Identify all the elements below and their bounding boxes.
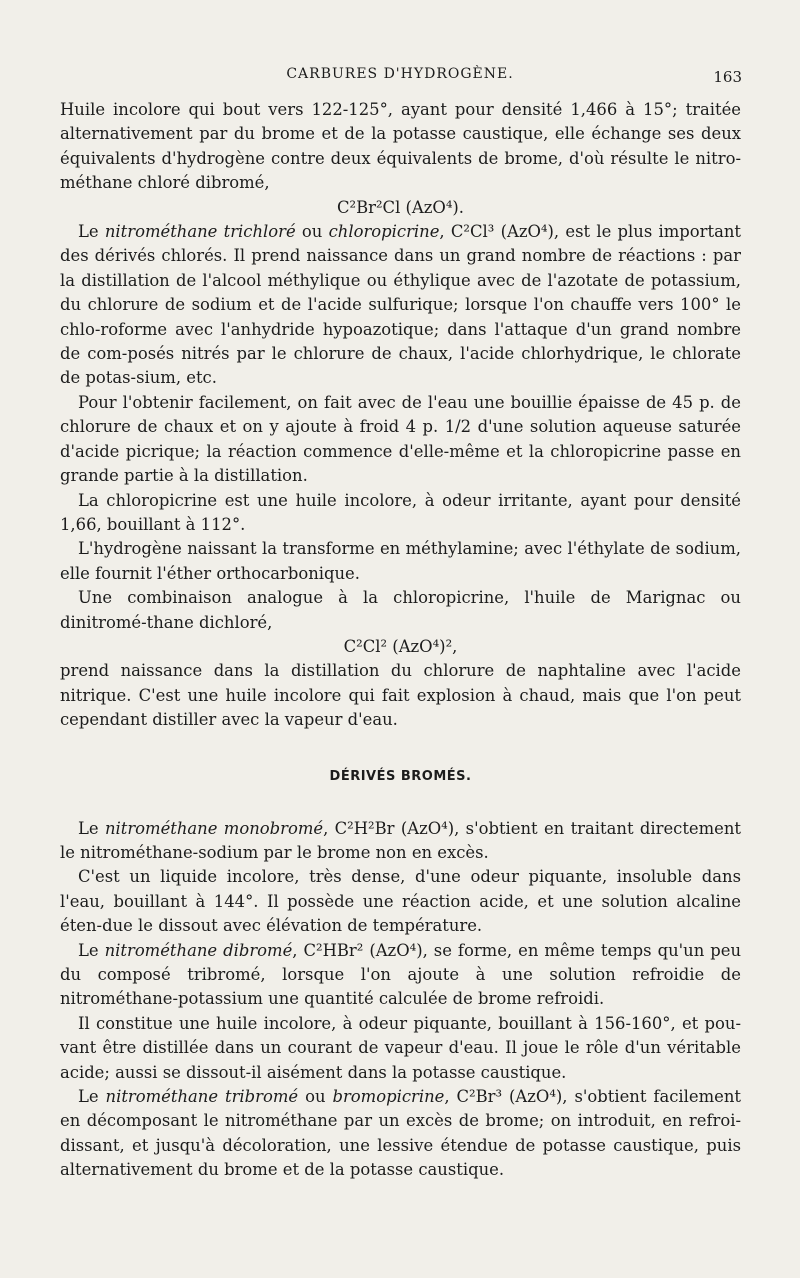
paragraph: Il constitue une huile incolore, à odeur piquante, bouillant à 156-160°, et pou-vant être distillée dans un courant de vapeur d'eau. Il joue le rôle d'un véritable acide; aussi se dissout-il aisément dans la potasse caustique. (60, 1013, 741, 1082)
paragraph (60, 939, 741, 1012)
text-run: ou (295, 222, 329, 242)
page-number: 163 (713, 68, 742, 86)
paragraph: prend naissance dans la distillation du chlorure de naphtaline avec l'acide nitrique. C'est une huile incolore qui fait explosion à chaud, mais que l'on peut cependant distiller avec la vapeur d'eau. (60, 661, 741, 730)
paragraph: La chloropicrine est une huile incolore, à odeur irritante, ayant pour densité 1,66, bouillant à 112°. (60, 490, 741, 534)
text-run: , C²HBr² (AzO⁴), se forme, en même temps qu'un peu du composé tribromé, lorsque l'on ajoute à une solution refroidie de nitrométhane-potassium une quantité calculée de brome refroidi. (60, 940, 741, 1009)
text-run: ou (298, 1087, 333, 1107)
formula: C²Cl² (AzO⁴)², (343, 636, 458, 656)
paragraph: Une combinaison analogue à la chloropicrine, l'huile de Marignac ou dinitromé-thane dichloré, (60, 588, 741, 632)
italic-term: nitrométhane tribromé (105, 1087, 299, 1107)
paragraph: L'hydrogène naissant la transforme en méthylamine; avec l'éthylate de sodium, elle fournit l'éther orthocarbonique. (60, 539, 741, 583)
italic-term: nitrométhane trichloré (104, 222, 296, 242)
italic-term: nitrométhane monobromé (104, 818, 324, 838)
running-header (0, 66, 800, 90)
section-heading: DÉRIVÉS BROMÉS. (329, 768, 472, 784)
paragraph: Huile incolore qui bout vers 122-125°, ayant pour densité 1,466 à 15°; traitée alternativement par du brome et de la potasse caustique, elle échange ses deux équivalents d'hydrogène contre deux équivalents de brome, d'où résulte le nitro-méthane chloré dibromé, (60, 100, 741, 193)
formula: C²Br²Cl (AzO⁴). (336, 197, 465, 217)
text-run: , C²Br³ (AzO⁴), s'obtient facilement en décomposant le nitrométhane par un excès de brome; on introduit, en refroi-dissant, et jusqu'à décoloration, une lessive étendue de potasse caustique, puis alternativement du brome et de la potasse caustique. (60, 1087, 741, 1180)
italic-term: bromopicrine (332, 1087, 445, 1107)
text-run: Le (78, 940, 105, 960)
text-run: Le (78, 818, 105, 838)
paragraph: Pour l'obtenir facilement, on fait avec de l'eau une bouillie épaisse de 45 p. de chlorure de chaux et on y ajoute à froid 4 p. 1/2 d'une solution aqueuse saturée d'acide picrique; la réaction commence d'elle-même et la chloropicrine passe en grande partie à la distillation. (60, 392, 741, 486)
italic-term: chloropicrine (328, 222, 440, 242)
italic-term: nitrométhane dibromé (104, 940, 293, 960)
running-title: CARBURES D'HYDROGÈNE. (286, 66, 514, 82)
text-run: Le (78, 222, 105, 242)
paragraph (60, 817, 741, 866)
text-run: Le (78, 1087, 106, 1107)
paragraph (60, 1085, 741, 1183)
paragraph (60, 220, 741, 391)
text-run: , C²Cl³ (AzO⁴), est le plus important des dérivés chlorés. Il prend naissance dans un grand nombre de réactions : par la distillation de l'alcool méthylique ou éthylique avec de l'azotate de potassium, du chlorure de sodium et de l'acide sulfurique; lorsque l'on chauffe vers 100° le chlo-roforme avec l'anhydride hypoazotique; dans l'attaque d'un grand nombre de com-posés nitrés par le chlorure de chaux, l'acide chlorhydrique, le chlorate de potas-sium, etc. (60, 222, 741, 388)
body-text (60, 98, 741, 1183)
paragraph: C'est un liquide incolore, très dense, d'une odeur piquante, insoluble dans l'eau, bouillant à 144°. Il possède une réaction acide, et une solution alcaline éten-due le dissout avec élévation de température. (60, 867, 741, 936)
text-run: , C²H²Br (AzO⁴), s'obtient en traitant directement le nitrométhane-sodium par le brome non en excès. (60, 818, 742, 862)
